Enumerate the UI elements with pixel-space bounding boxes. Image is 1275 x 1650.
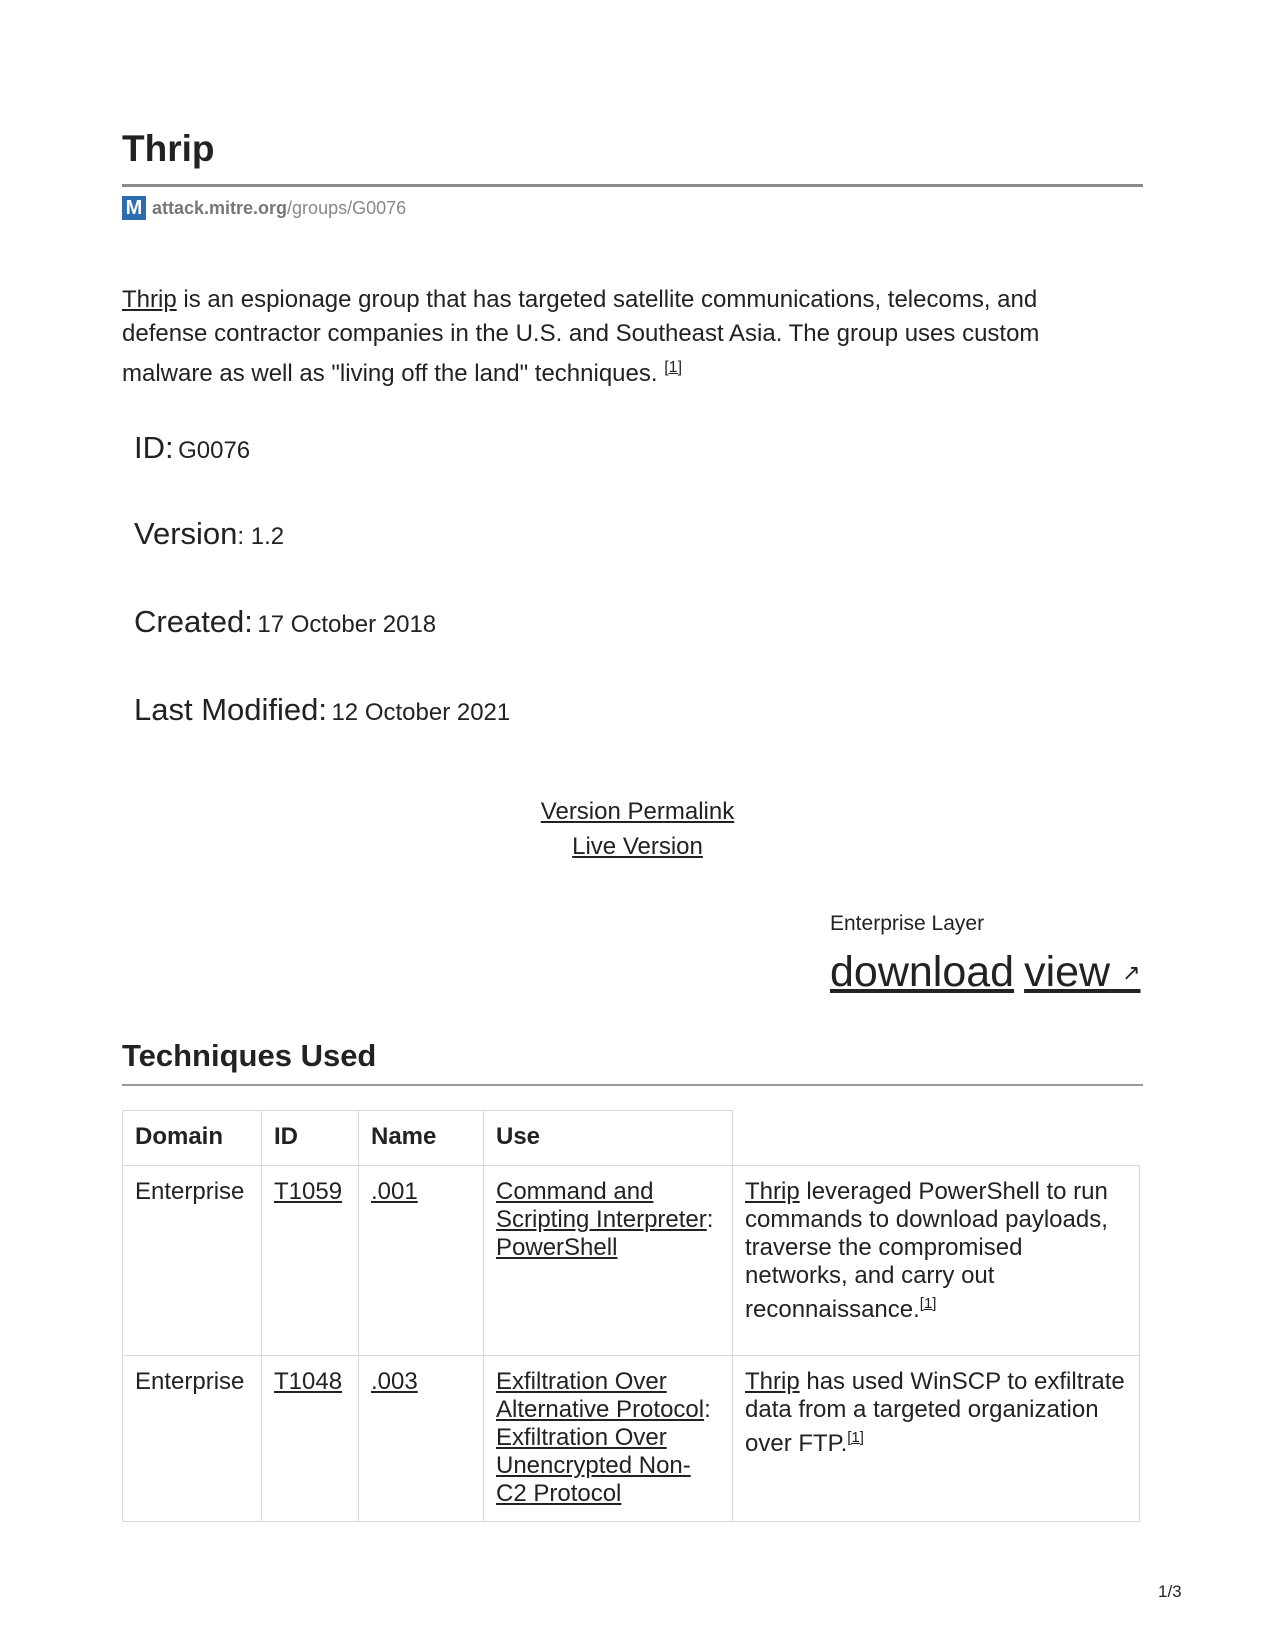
enterprise-layer-label: Enterprise Layer	[830, 912, 985, 935]
technique-name-link[interactable]: Exfiltration Over Alternative Protocol	[496, 1368, 705, 1423]
header-use: Use	[483, 1110, 733, 1166]
modified-label: Last Modified:	[134, 692, 327, 727]
row-technique-name	[483, 1355, 733, 1522]
version-label: Version	[134, 516, 238, 551]
table-header-row	[122, 1110, 1143, 1165]
meta-version	[134, 516, 284, 552]
header-empty-cell	[732, 1110, 1140, 1166]
row-use	[732, 1165, 1140, 1356]
view-layer-link[interactable]	[1024, 948, 1140, 996]
thrip-link[interactable]: Thrip	[122, 286, 177, 313]
id-value: G0076	[178, 437, 251, 464]
view-layer-label: view	[1024, 948, 1111, 996]
header-id: ID	[261, 1110, 359, 1166]
page-number: 1/3	[1158, 1582, 1182, 1601]
created-label: Created:	[134, 604, 253, 639]
name-separator: :	[704, 1396, 711, 1423]
group-description	[122, 283, 1082, 391]
meta-last-modified	[134, 692, 510, 728]
source-url[interactable]	[122, 196, 406, 220]
live-version-link[interactable]: Live Version	[572, 833, 703, 860]
modified-value: 12 October 2021	[331, 699, 511, 726]
version-permalink-link[interactable]: Version Permalink	[540, 798, 735, 825]
row-subtechnique-id	[358, 1355, 484, 1522]
mitre-logo-icon: M	[122, 196, 146, 220]
title-divider	[122, 184, 1143, 187]
row-subtechnique-id	[358, 1165, 484, 1356]
subtechnique-name-link[interactable]: PowerShell	[496, 1234, 618, 1261]
description-text: is an espionage group that has targeted satellite communications, telecoms, and defense contractor companies in the U.S. and Southeast Asia. The group uses custom malware as well as "living off the land" techniques.	[122, 286, 1040, 387]
meta-id	[134, 430, 250, 466]
version-value: : 1.2	[237, 523, 285, 550]
use-text: leveraged PowerShell to run commands to download payloads, traverse the compromised networks, and carry out reconnaissance.	[745, 1178, 1108, 1323]
use-group-link[interactable]: Thrip	[745, 1368, 800, 1395]
created-value: 17 October 2018	[257, 611, 437, 638]
version-permalink-row	[0, 798, 1275, 826]
techniques-table	[122, 1110, 1143, 1521]
use-citation-link[interactable]: [1]	[847, 1429, 864, 1446]
subtechnique-id-link[interactable]: .003	[371, 1368, 418, 1395]
external-link-icon: ↗	[1122, 960, 1141, 985]
header-domain: Domain	[122, 1110, 262, 1166]
technique-id-link[interactable]: T1048	[274, 1368, 343, 1395]
techniques-heading: Techniques Used	[122, 1038, 377, 1073]
id-label: ID:	[134, 430, 174, 465]
citation-link[interactable]: [1]	[664, 359, 683, 376]
technique-name-link[interactable]: Command and Scripting Interpreter	[496, 1178, 707, 1233]
subtechnique-id-link[interactable]: .001	[371, 1178, 418, 1205]
row-use	[732, 1355, 1140, 1522]
meta-created	[134, 604, 436, 640]
page-title: Thrip	[122, 128, 215, 169]
table-row	[122, 1355, 1143, 1521]
use-citation-link[interactable]: [1]	[919, 1295, 937, 1312]
subtechnique-name-link[interactable]: Exfiltration Over Unencrypted Non-C2 Protocol	[496, 1424, 691, 1507]
row-domain: Enterprise	[122, 1165, 262, 1356]
name-separator: :	[706, 1206, 714, 1233]
row-technique-id	[261, 1355, 359, 1522]
techniques-divider	[122, 1084, 1143, 1086]
table-row	[122, 1165, 1143, 1355]
source-domain[interactable]: attack.mitre.org	[152, 197, 288, 218]
download-layer-link[interactable]: download	[830, 948, 1015, 996]
row-technique-id	[261, 1165, 359, 1356]
technique-id-link[interactable]: T1059	[274, 1178, 343, 1205]
row-technique-name	[483, 1165, 733, 1356]
use-text: has used WinSCP to exfiltrate data from a targeted organization over FTP.	[745, 1368, 1125, 1457]
use-group-link[interactable]: Thrip	[745, 1178, 800, 1205]
header-name: Name	[358, 1110, 484, 1166]
source-path[interactable]: /groups/G0076	[287, 197, 407, 218]
layer-links	[830, 948, 1151, 997]
live-version-row	[0, 833, 1275, 861]
row-domain: Enterprise	[122, 1355, 262, 1522]
